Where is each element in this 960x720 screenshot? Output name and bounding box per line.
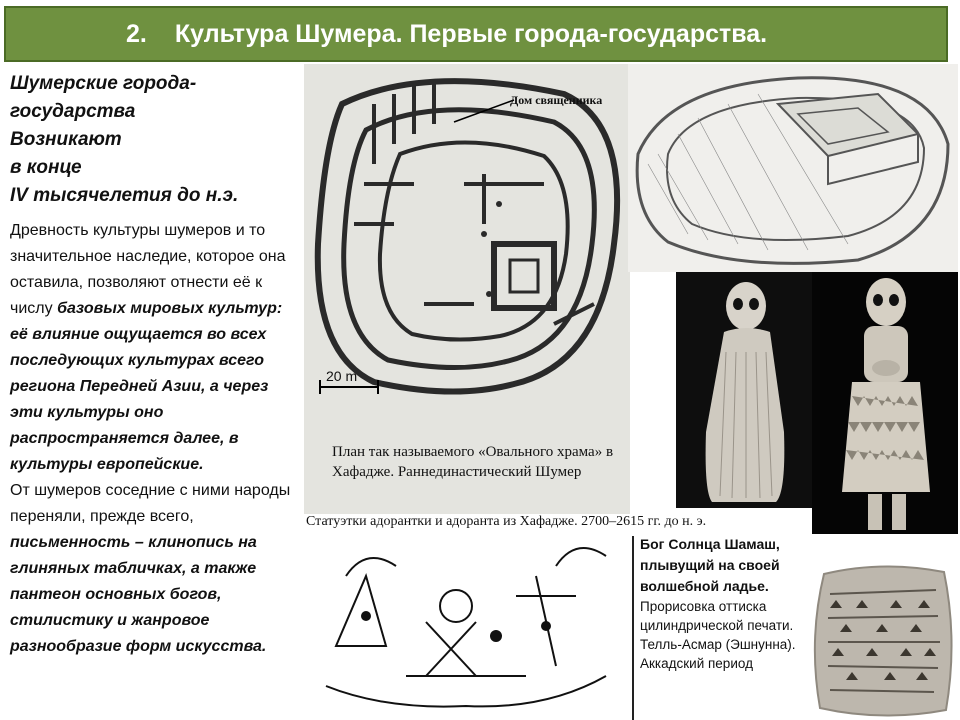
body-paragraph [10,218,300,660]
left-text-column [10,70,300,660]
heading-line: IV тысячелетия до н.э. [10,185,239,206]
heading-line: Шумерские города- [10,73,197,94]
male-worshipper-statue-image [812,272,958,534]
temple-reconstruction-image [628,64,958,272]
slide-title: Культура Шумера. Первые города-государства. [174,19,768,48]
heading-line: государства [10,101,136,122]
cylinder-seal-drawing-image [306,536,624,720]
paragraph-1-emphasis-2: её влияние ощущается во всех последующих культурах всего региона Передней Азии, а через эти культуры оно распространяется далее, в культуры европейские. [10,326,269,473]
paragraph-1-text: Древность культуры шумеров и то значительное наследие, которое она оставила, позволяют отнести её к числу [10,222,286,317]
priest-house-label: Дом священника [510,93,603,107]
shamash-caption-heading: Бог Солнца Шамаш, плывущий на своей волшебной ладье. [640,536,780,594]
female-worshipper-statue-image [676,272,812,508]
shamash-caption [640,534,804,673]
caption-divider [632,536,634,720]
paragraph-1-colon: : [276,300,283,317]
section-heading [10,70,300,210]
statues-caption: Статуэтки адорантки и адоранта из Хафадже. 2700–2615 гг. до н. э. [306,514,707,529]
cuneiform-tablet-image [806,560,960,720]
heading-line: в конце [10,157,82,178]
paragraph-2-emphasis: письменность – клинопись на глиняных табличках, а также пантеон основных богов, стилистику и жанровое разнообразие форм искусства. [10,534,267,655]
slide-title-bar [4,6,948,62]
shamash-caption-line: Аккадский период [640,656,753,671]
slide-number: 2. [126,19,147,48]
paragraph-2-text: От шумеров соседние с ними народы переняли, прежде всего, [10,482,291,525]
heading-line: Возникают [10,129,122,150]
plan-caption: План так называемого «Овального храма» в Хафадже. Раннединастический Шумер [332,444,614,480]
shamash-caption-line: Прорисовка оттиска цилиндрической печати. [640,599,794,633]
scale-bar-label: 20 m [326,368,358,384]
paragraph-1-emphasis: базовых мировых культур [57,300,277,317]
shamash-caption-line: Телль-Асмар (Эшнунна). [640,637,796,652]
